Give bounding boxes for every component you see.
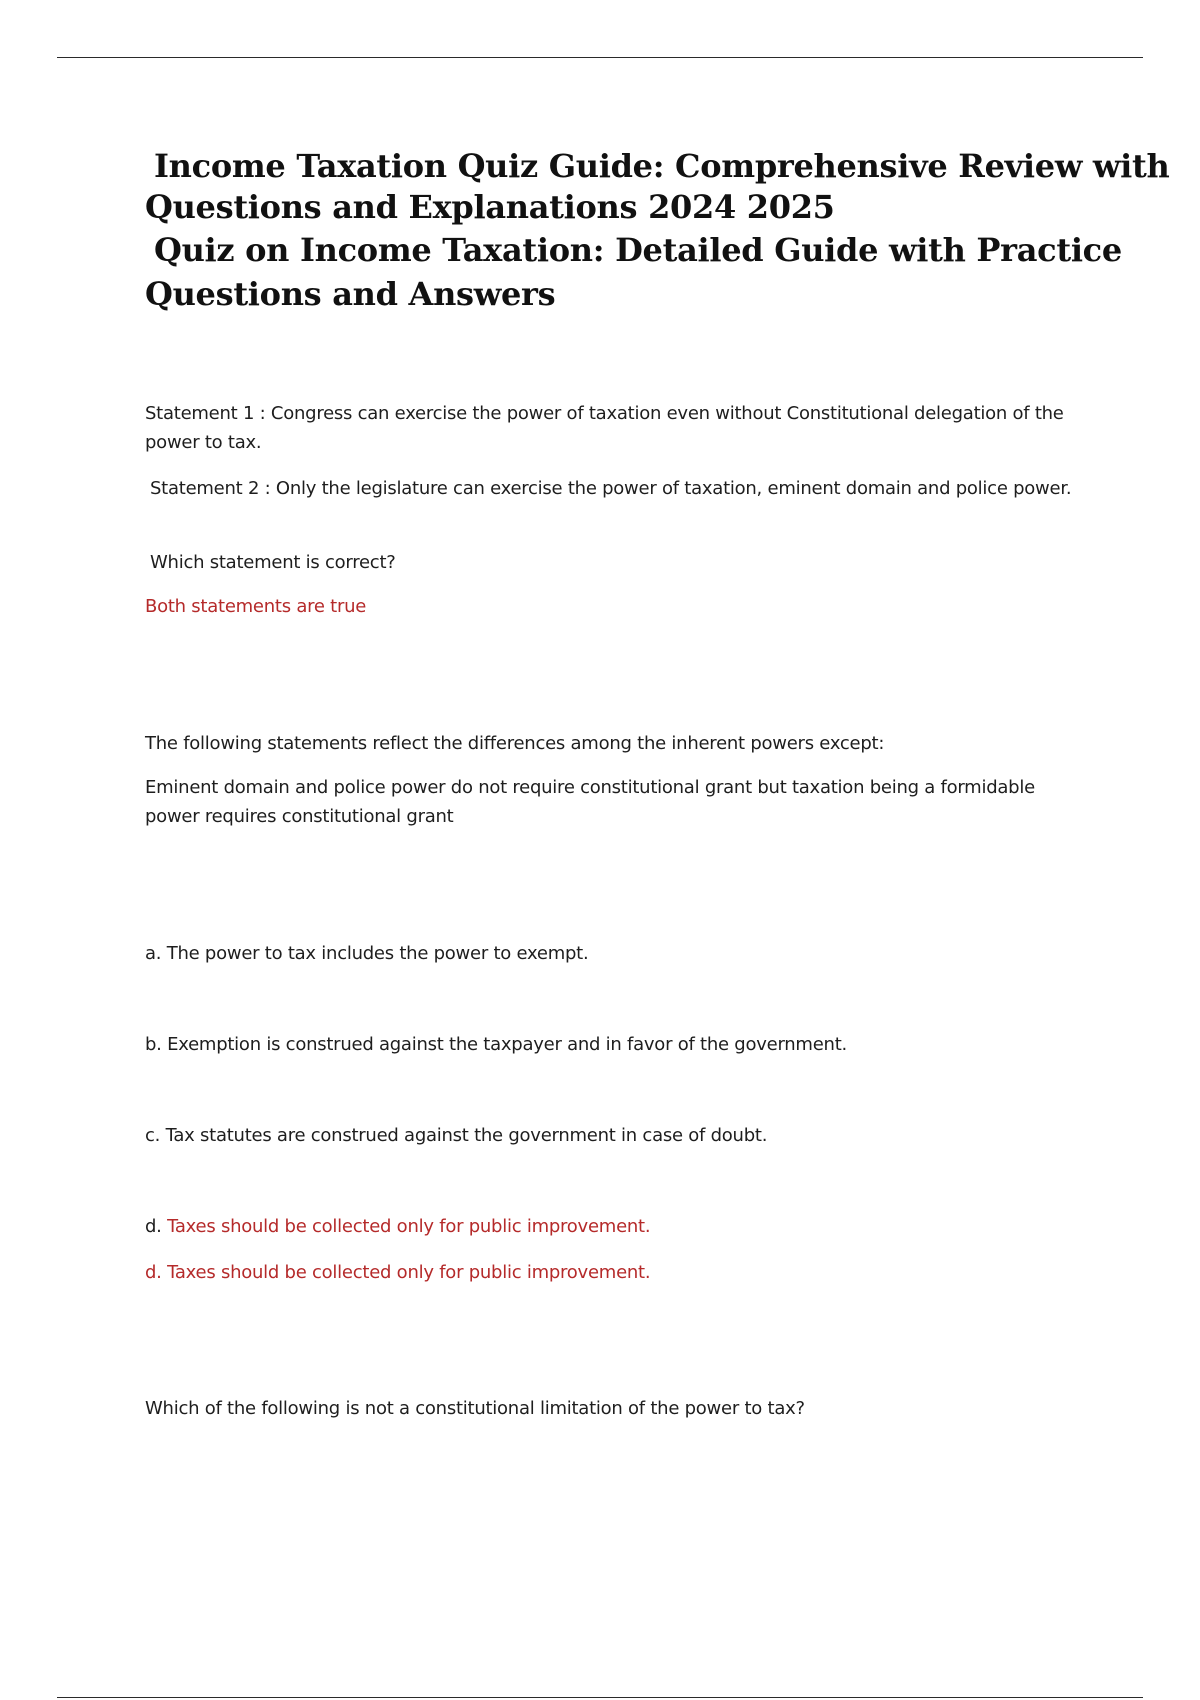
title-line-1: Income Taxation Quiz Guide: Comprehensive Review with xyxy=(154,147,1170,185)
bottom-rule xyxy=(57,1697,1143,1698)
option-b: b. Exemption is construed against the taxpayer and in favor of the government. xyxy=(145,1034,847,1055)
title-line-3: Quiz on Income Taxation: Detailed Guide with Practice xyxy=(154,231,1122,269)
top-rule xyxy=(57,57,1143,58)
option-d-prefix: d. xyxy=(145,1216,168,1237)
option-c: c. Tax statutes are construed against the government in case of doubt. xyxy=(145,1125,768,1146)
title-line-2: Questions and Explanations 2024 2025 xyxy=(145,188,835,226)
option-d xyxy=(145,1212,1090,1241)
statement-2: Statement 2 : Only the legislature can exercise the power of taxation, eminent domain and police power. xyxy=(150,478,1072,499)
question-1-answer: Both statements are true xyxy=(145,596,367,617)
question-1-prompt: Which statement is correct? xyxy=(150,552,396,573)
title-line-4: Questions and Answers xyxy=(145,275,556,313)
option-d-answer: Taxes should be collected only for public improvement. xyxy=(167,1216,651,1237)
question-2-prompt: The following statements reflect the differences among the inherent powers except: xyxy=(145,733,885,754)
option-a: a. The power to tax includes the power to exempt. xyxy=(145,943,589,964)
statement-1: Statement 1 : Congress can exercise the power of taxation even without Constitutional delegation of the power to tax. xyxy=(145,403,1064,453)
question-3-prompt: Which of the following is not a constitutional limitation of the power to tax? xyxy=(145,1398,805,1419)
question-2-answer-text: Eminent domain and police power do not require constitutional grant but taxation being a formidable power requires constitutional grant xyxy=(145,777,1035,827)
option-d-answer-repeat: d. Taxes should be collected only for public improvement. xyxy=(145,1262,651,1283)
